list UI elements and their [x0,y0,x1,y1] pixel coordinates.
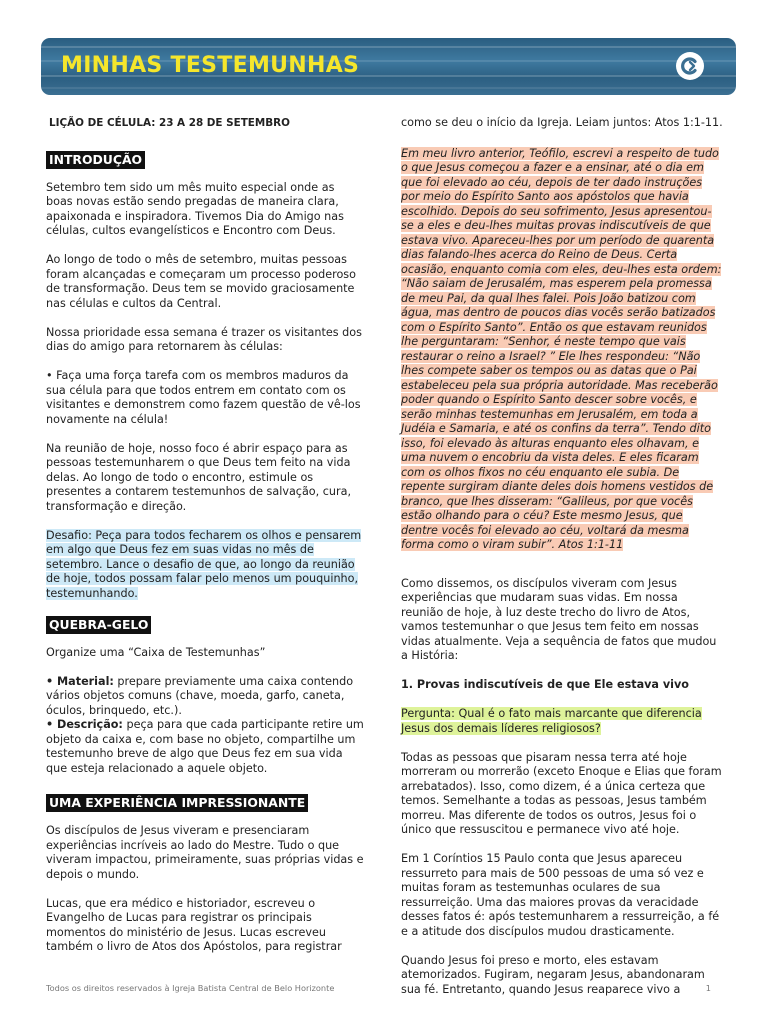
section-heading-experiencia: UMA EXPERIÊNCIA IMPRESSIONANTE [46,794,308,812]
paragraph: Ao longo de todo o mês de setembro, muitas pessoas foram alcançadas e começaram um processo poderoso de transformação. Deus tem se movido graciosamente nas células e cultos da Central. [46,253,356,310]
paragraph: Como dissemos, os discípulos viveram com Jesus experiências que mudaram suas vidas. Em nossa reunião de hoje, à luz deste trecho do livro de Atos, vamos testemunhar o que Jesus tem feito em nossas vidas atualmente. Veja a sequência de fatos que mudou a História: [401,576,717,662]
left-column [46,116,364,969]
page-title: MINHAS TESTEMUNHAS [61,53,360,78]
header-banner [41,38,736,95]
question-callout [401,707,723,736]
paragraph: Quando Jesus foi preso e morto, eles estavam atemorizados. Fugiram, negaram Jesus, abandonaram sua fé. Entretanto, quando Jesus reaparece vivo a [401,953,705,996]
scripture-text: Em meu livro anterior, Teófilo, escrevi a respeito de tudo o que Jesus começou a fazer e a ensinar, até o dia em que foi elevado ao céu, depois de ter dado instruções por meio do Espírito Santo aos apóstolos que havia escolhido. Depois do seu sofrimento, Jesus apresentou-se a eles e deu-lhes muitas provas indiscutíveis de que estava vivo. Apareceu-lhes por um período de quarenta dias falando-lhes acerca do Reino de Deus. Certa ocasião, enquanto comia com eles, deu-lhes esta ordem: “Não saiam de Jerusalém, mas esperem pela promessa de meu Pai, da qual lhes falei. Pois João batizou com água, mas dentro de poucos dias vocês serão batizados com o Espírito Santo”. Então os que estavam reunidos lhe perguntaram: “Senhor, é neste tempo que vais restaurar o reino a Israel? ” Ele lhes respondeu: “Não lhes compete saber os tempos ou as datas que o Pai estabeleceu pela sua própria autoridade. Mas receberão poder quando o Espírito Santo descer sobre vocês, e serão minhas testemunhas em Jerusalém, em toda a Judéia e Samaria, e até os confins da terra”. Tendo dito isso, foi elevado às alturas enquanto eles olhavam, e uma nuvem o encobriu da vista deles. E eles ficaram com os olhos fixos no céu enquanto ele subia. De repente surgiram diante deles dois homens vestidos de branco, que lhes disseram: “Galileus, por que vocês estão olhando para o céu? Este mesmo Jesus, que dentre vocês foi elevado ao céu, voltará da mesma forma como o viram subir”. Atos 1:1-11 [401,146,722,551]
footer-copyright: Todos os direitos reservados à Igreja Batista Central de Belo Horizonte [46,983,335,993]
paragraph: Organize uma “Caixa de Testemunhas” [46,645,266,659]
description-text: peça para que cada participante retire um objeto da caixa e, com base no objeto, compartilhe um testemunho breve de algo que Deus fez em sua vida que esteja relacionado a aquele objeto. [46,718,364,775]
paragraph: como se deu o início da Igreja. Leiam juntos: Atos 1:1-11. [401,116,723,129]
paragraph: Nossa prioridade essa semana é trazer os visitantes dos dias do amigo para retornarem às células: [46,325,362,353]
subheading: 1. Provas indiscutíveis de que Ele estava vivo [401,678,689,691]
scripture-quote [401,147,723,553]
challenge-callout [46,529,364,602]
paragraph: Na reunião de hoje, nosso foco é abrir espaço para as pessoas testemunharem o que Deus tem feito na vida delas. Ao longo de todo o encontro, estimule os presentes a contarem testemunhos de salvação, cura, transformação e direção. [46,441,352,513]
section-heading-quebra-gelo: QUEBRA-GELO [46,616,151,634]
paragraph: Em 1 Coríntios 15 Paulo conta que Jesus apareceu ressurreto para mais de 500 pessoas de uma só vez e muitas foram as testemunhas oculares de sua ressurreição. Uma das maiores provas da veracidade desses fatos é: após testemunharem a ressurreição, a fé e a atitude dos discípulos mudou drasticamente. [401,852,720,938]
page-number: 1 [705,983,711,993]
material-text: prepare previamente uma caixa contendo vários objetos comuns (chave, moeda, garfo, caneta, óculos, brinquedo, etc.). [46,674,354,717]
paragraph: • Faça uma força tarefa com os membros maduros da sua célula para que todos entrem em contato com os visitantes e demonstrem como fazem questão de vê-los novamente na célula! [46,369,361,426]
paragraph: Todas as pessoas que pisaram nessa terra até hoje morreram ou morrerão (exceto Enoque e Elias que foram arrebatados). Isso, como dizem, é a única certeza que temos. Semelhante a todas as pessoas, Jesus também morreu. Mas diferente de todos os outros, Jesus foi o único que ressuscitou e permanece vivo até hoje. [401,750,722,836]
lesson-date: LIÇÃO DE CÉLULA: 23 A 28 DE SETEMBRO [49,117,290,129]
paragraph: Os discípulos de Jesus viveram e presenciaram experiências incríveis ao lado do Mestre. Tudo o que viveram impactou, primeiramente, suas próprias vidas e depois o mundo. [46,824,364,881]
paragraph: Setembro tem sido um mês muito especial onde as boas novas estão sendo pregadas de maneira clara, apaixonada e inspiradora. Tivemos Dia do Amigo nas células, cultos evangelísticos e Encontro com Deus. [46,180,344,237]
instruction-list [46,675,364,777]
challenge-text: Desafio: Peça para todos fecharem os olhos e pensarem em algo que Deus fez em suas vidas no mês de setembro. Lance o desafio de que, ao longo da reunião de hoje, todos possam falar pelo menos um pouquinho, testemunhando. [46,528,362,600]
wave-texture [41,46,736,48]
paragraph: Lucas, que era médico e historiador, escreveu o Evangelho de Lucas para registrar os principais momentos do ministério de Jesus. Lucas escreveu também o livro de Atos dos Apóstolos, para registrar [46,896,342,953]
description-label: • Descrição: [46,718,123,731]
right-column [401,116,723,1012]
section-heading-introducao: INTRODUÇÃO [46,151,145,169]
material-label: • Material: [46,674,114,688]
wave-texture [41,87,736,89]
question-text: Pergunta: Qual é o fato mais marcante que diferencia Jesus dos demais líderes religiosos? [401,707,702,735]
church-logo-icon [676,52,704,80]
